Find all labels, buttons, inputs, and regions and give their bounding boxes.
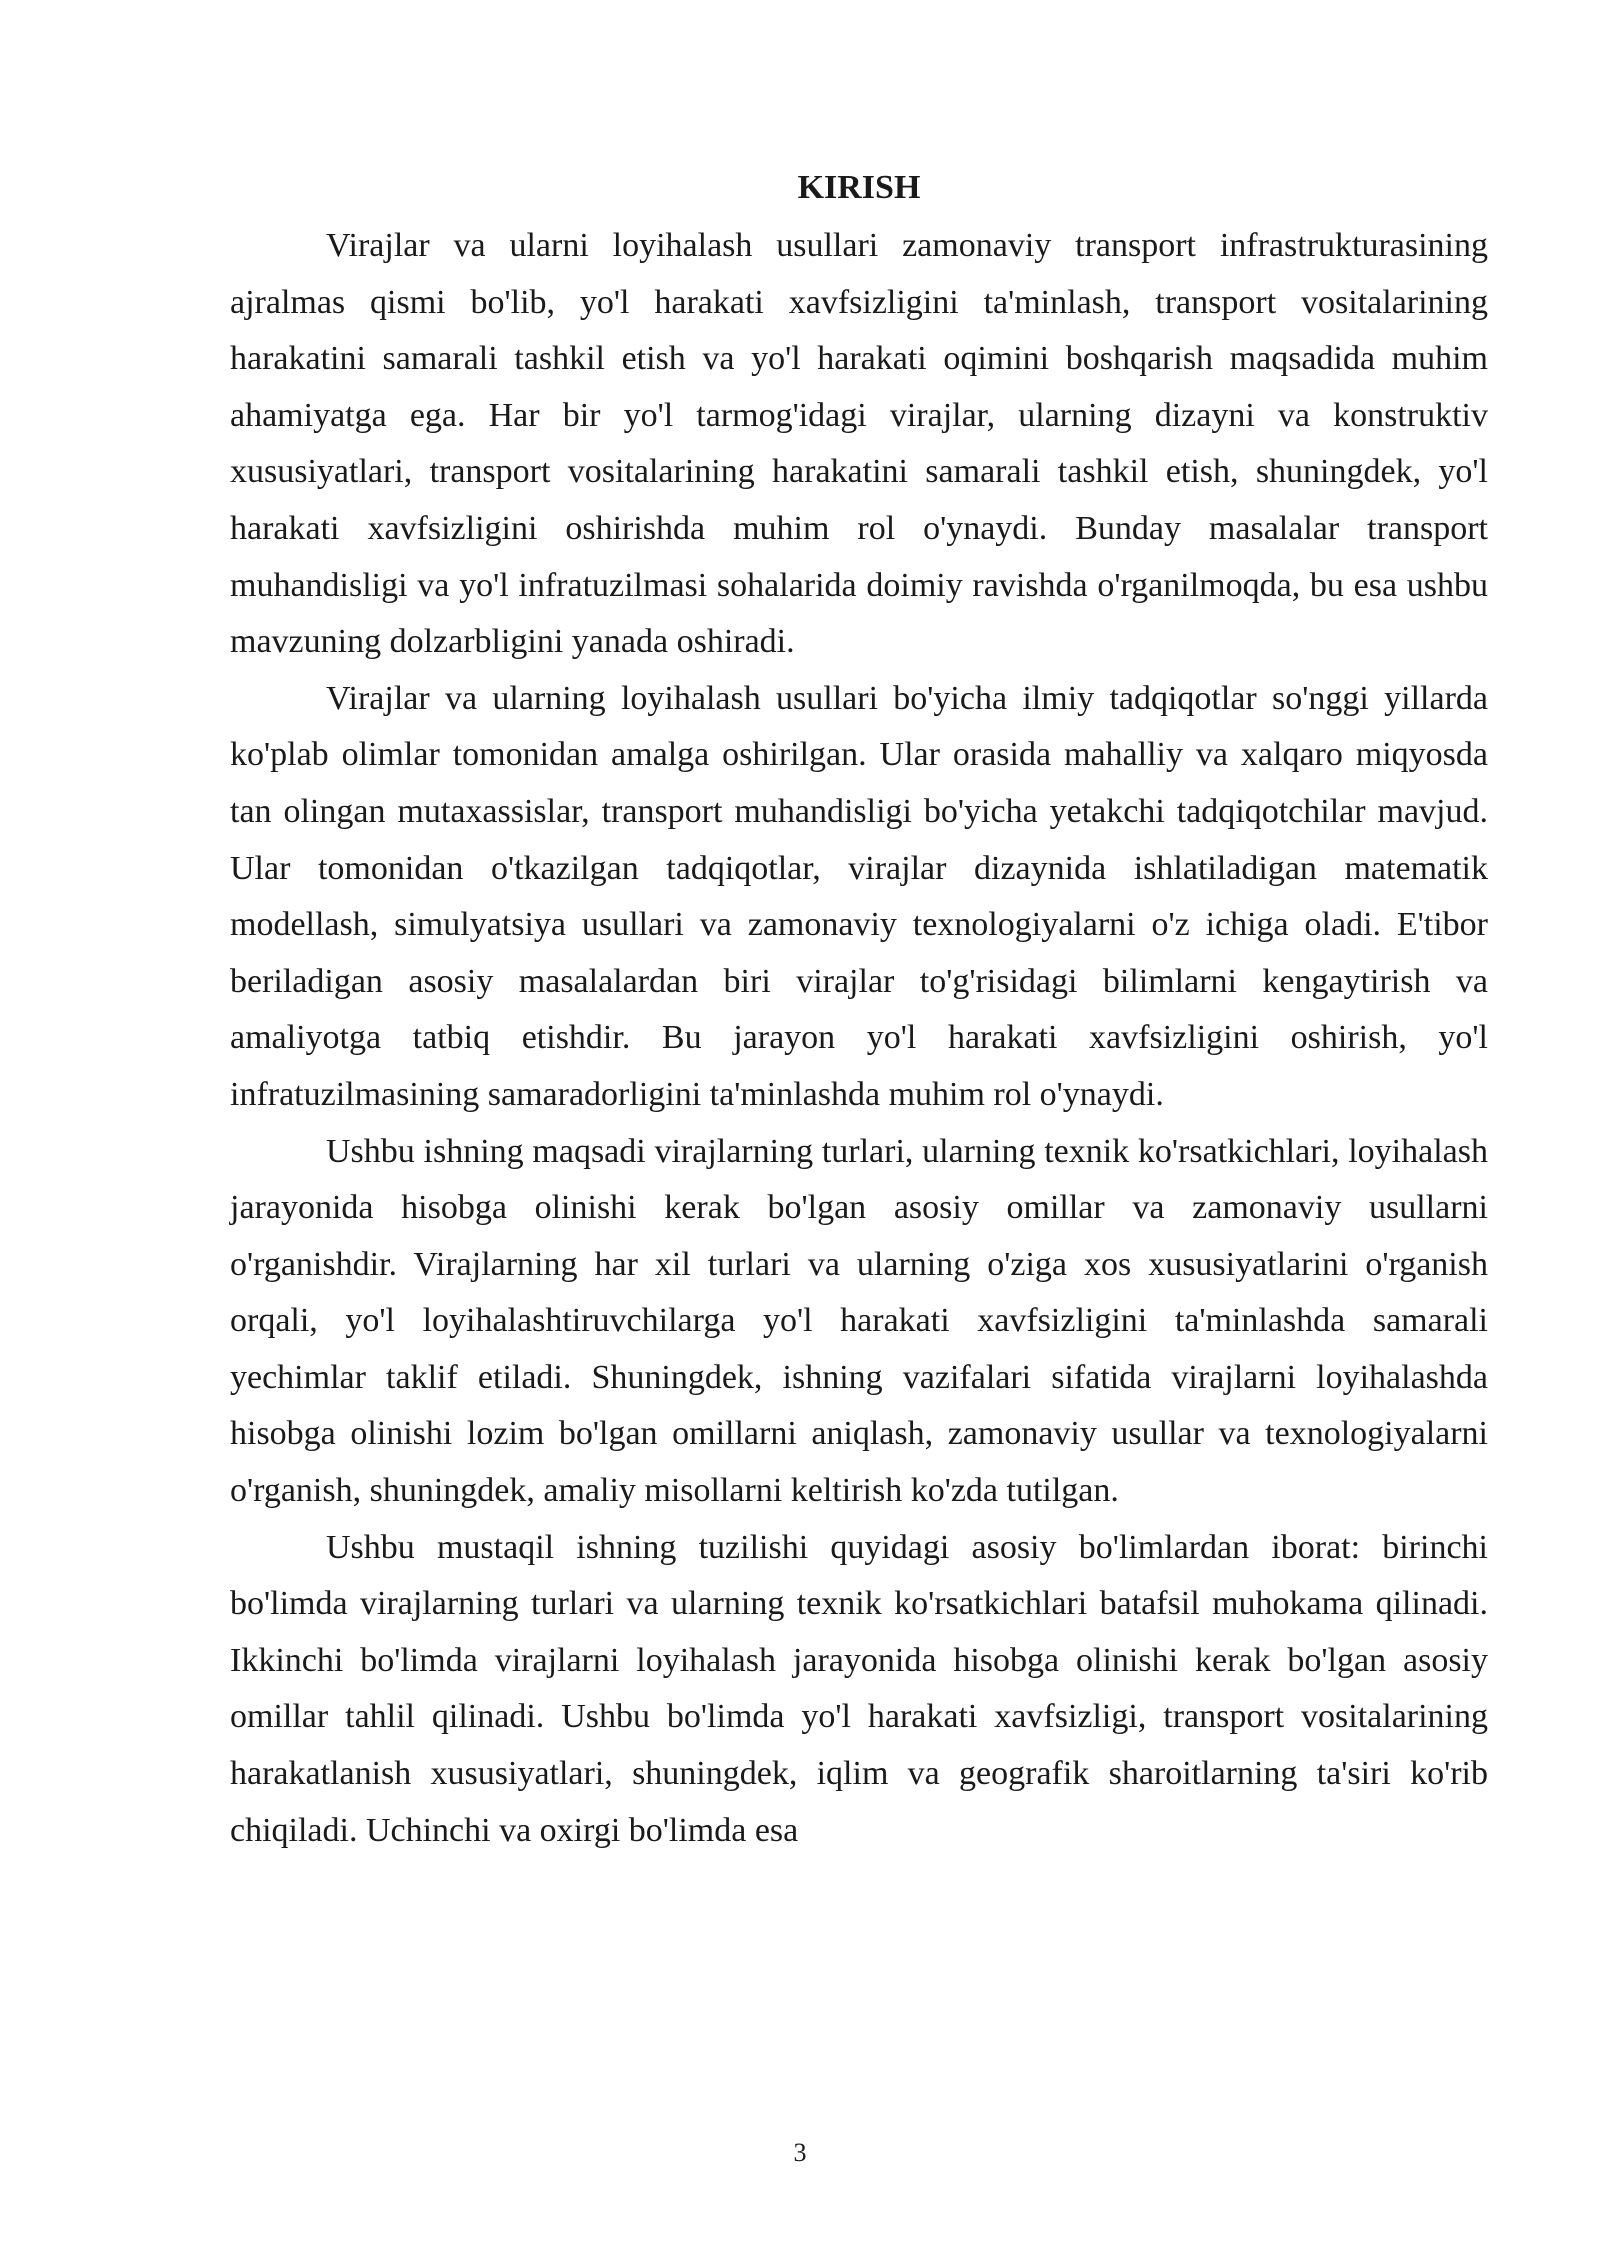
page-content: [230, 160, 1488, 1859]
paragraph-1: Virajlar va ularni loyihalash usullari zamonaviy transport infrastrukturasining ajralmas qismi bo'lib, yo'l harakati xavfsizligini ta'minlash, transport vositalarining harakatini samarali tashkil etish va yo'l harakati oqimini boshqarish maqsadida muhim ahamiyatga ega. Har bir yo'l tarmog'idagi virajlar, ularning dizayni va konstruktiv xususiyatlari, transport vositalarining harakatini samarali tashkil etish, shuningdek, yo'l harakati xavfsizligini oshirishda muhim rol o'ynaydi. Bunday masalalar transport muhandisligi va yo'l infratuzilmasi sohalarida doimiy ravishda o'rganilmoqda, bu esa ushbu mavzuning dolzarbligini yanada oshiradi.: [230, 227, 1488, 661]
paragraph-4: Ushbu mustaqil ishning tuzilishi quyidagi asosiy bo'limlardan iborat: birinchi bo'limda virajlarning turlari va ularning texnik ko'rsatkichlari batafsil muhokama qilinadi. Ikkinchi bo'limda virajlarni loyihalash jarayonida hisobga olinishi kerak bo'lgan asosiy omillar tahlil qilinadi. Ushbu bo'limda yo'l harakati xavfsizligi, transport vositalarining harakatlanish xususiyatlari, shuningdek, iqlim va geografik sharoitlarning ta'siri ko'rib chiqiladi. Uchinchi va oxirgi bo'limda esa: [230, 1528, 1488, 1849]
section-title: KIRISH: [797, 169, 921, 206]
paragraph-2: Virajlar va ularning loyihalash usullari bo'yicha ilmiy tadqiqotlar so'nggi yillarda ko'plab olimlar tomonidan amalga oshirilgan. Ular orasida mahalliy va xalqaro miqyosda tan olingan mutaxassislar, transport muhandisligi bo'yicha yetakchi tadqiqotchilar mavjud. Ular tomonidan o'tkazilgan tadqiqotlar, virajlar dizaynida ishlatiladigan matematik modellash, simulyatsiya usullari va zamonaviy texnologiyalarni o'z ichiga oladi. E'tibor beriladigan asosiy masalalardan biri virajlar to'g'risidagi bilimlarni kengaytirish va amaliyotga tatbiq etishdir. Bu jarayon yo'l harakati xavfsizligini oshirish, yo'l infratuzilmasining samaradorligini ta'minlashda muhim rol o'ynaydi.: [230, 679, 1488, 1113]
page-number: 3: [793, 2138, 807, 2167]
paragraph-3: Ushbu ishning maqsadi virajlarning turlari, ularning texnik ko'rsatkichlari, loyihalash jarayonida hisobga olinishi kerak bo'lgan asosiy omillar va zamonaviy usullarni o'rganishdir. Virajlarning har xil turlari va ularning o'ziga xos xususiyatlarini o'rganish orqali, yo'l loyihalashtiruvchilarga yo'l harakati xavfsizligini ta'minlashda samarali yechimlar taklif etiladi. Shuningdek, ishning vazifalari sifatida virajlarni loyihalashda hisobga olinishi lozim bo'lgan omillarni aniqlash, zamonaviy usullar va texnologiyalarni o'rganish, shuningdek, amaliy misollarni keltirish ko'zda tutilgan.: [230, 1132, 1488, 1510]
